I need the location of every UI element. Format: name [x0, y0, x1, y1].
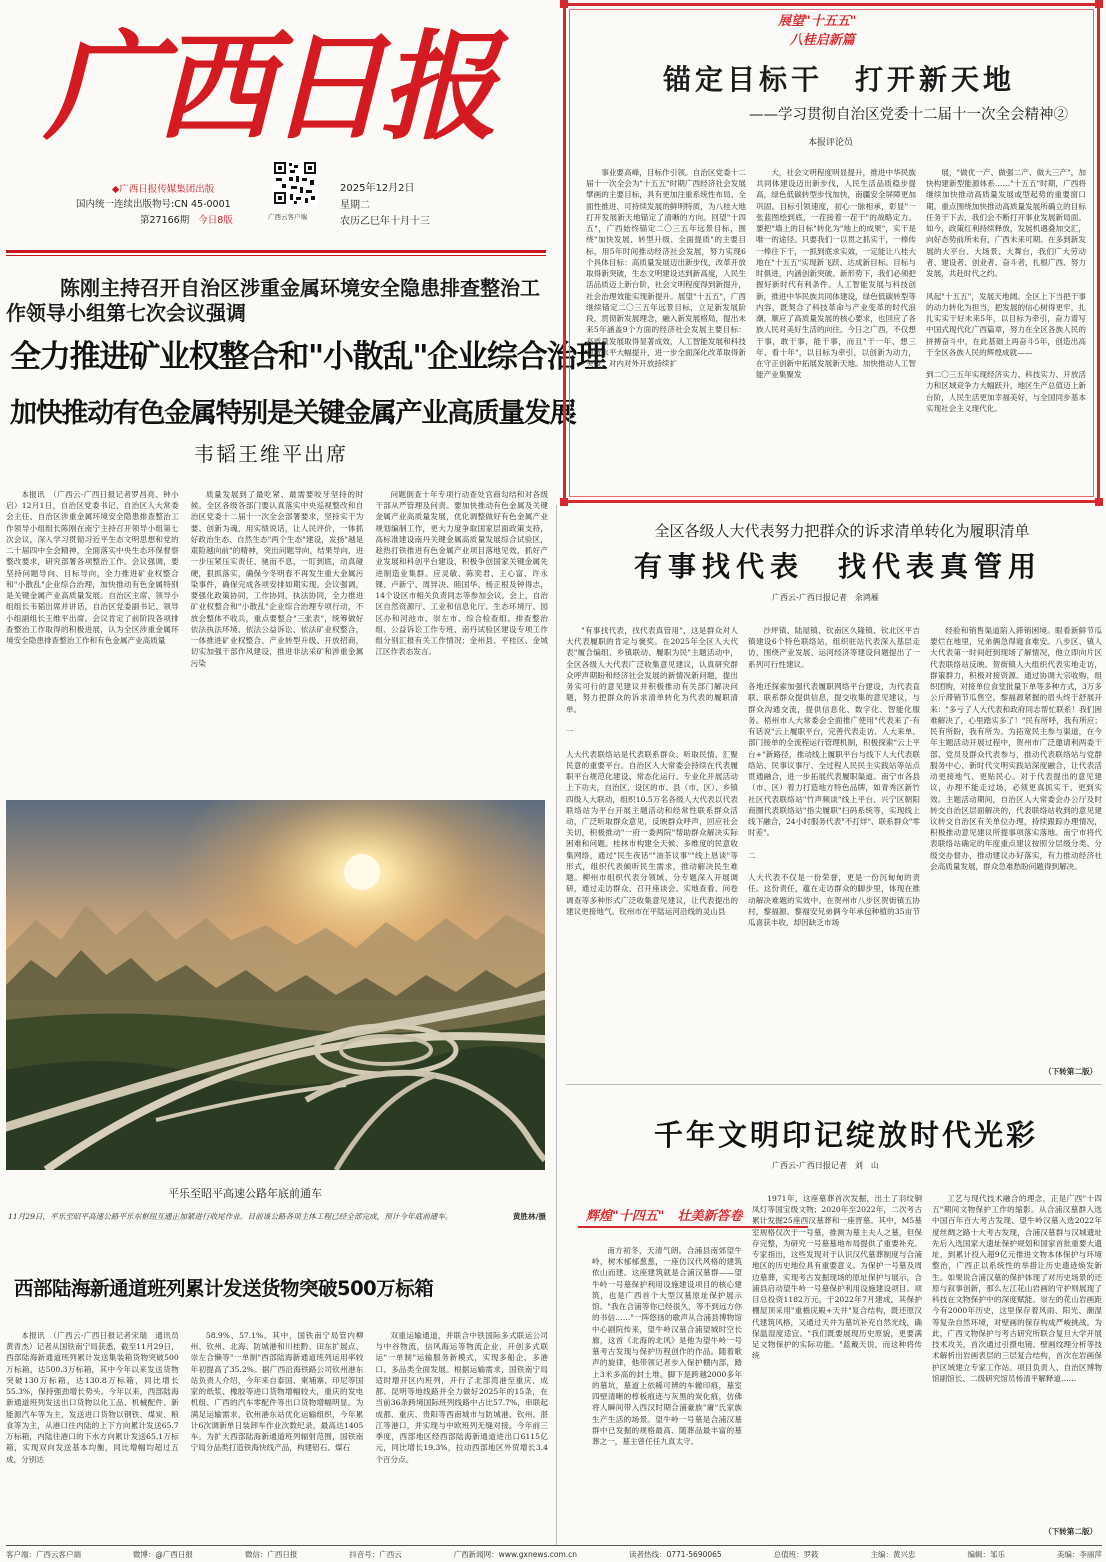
- cn-number: CN 45-0001: [174, 199, 231, 210]
- page-count: 今日8版: [198, 215, 233, 226]
- highway-photo-image: [6, 800, 545, 1170]
- lead-body: [6, 489, 548, 774]
- issue-number: 第27166期: [140, 215, 190, 226]
- npc-kicker: 全区各级人大代表努力把群众的诉求清单转化为履职清单: [654, 522, 1030, 540]
- commentary-col-1: 事业要高峰，目标作引领。自治区党委十二届十一次全会为"十五五"时期广西经济社会发展擘画的主要目标，具有更加注重系统性布局、全面性推进、可持续发展的鲜明特质，为八桂大地打开发展新天地锚定了清晰的方向。回望"十四五"，广西始终锚定二〇三五年远景目标，围绕"加快发展、转型升级、全面提质"的主要目标，用5年时间推动经济社会发展，努力实现6个具体目标：高质量发展迈出新步伐，改革开放取得新突破，生态文明建设达到新高度，人民生活品质迈上新台阶，社会文明程度得到新提升，社会治理效能实现新提升。展望"十五五"，广西继续锚定二〇三五年远景目标，立足新发展阶段，贯彻新发展理念，融入新发展格局，提出未来5年涵盖9个方面的经济社会发展主要目标：高质量发展取得显著成效，人工智能发展和科技创新水平大幅提升，进一步全面深化改革取得新突破，对内对外开放持续扩: [586, 168, 746, 368]
- issue-weekday: 星期二: [340, 200, 370, 211]
- commentary-byline: 本报评论员: [808, 138, 854, 148]
- lead-attendees: 韦韬王维平出席: [194, 442, 348, 466]
- culture-continued[interactable]: （下转第二版）: [1044, 1527, 1098, 1536]
- commentary-col-2: 大，社会文明程度明显提升，推进中华民族共同体建设迈出新步伐，人民生活品质稳步提高，绿色低碳转型步伐加快，南疆安全屏障更加巩固。目标引领速度，初心一脉相承，彰显"一张蓝图绘到底，一茬接着一茬干"的战略定力。要把"墙上的目标"转化为"地上的成果"，实干是唯一的途径。只要我们一以贯之抓实干，一棒传一棒往下干，一抓到底求实效，一定能让八桂大地在"十五五"实现新飞跃、达成新目标。目标与时俱进，内涵创新突破。新形势下，我们必须把握好新时代有利条件。人工智能发展与科技创新，推进中华民族共同体建设，绿色低碳转型等内容，既契合了科技革命与产业变革的时代浪潮，顺应了高质量发展的核心要求，也回应了各族人民对美好生活的向往。今日之广西，不仅想干事，敢干事，能干事，而且"干一年、想三年、看十年"，以目标为牵引，以创新为动力，在守正创新中拓展发展新天地。加快推动人工智能产业集聚发: [756, 168, 916, 380]
- footer-website[interactable]: 广西新闻网：www.gxnews.com.cn: [453, 1550, 578, 1559]
- npc-body: [566, 625, 1102, 1075]
- culture-byline: 广西云-广西日报记者 刘 山: [772, 1161, 879, 1170]
- rail-headline: 西部陆海新通道班列累计发送货物突破500万标箱: [14, 1277, 434, 1300]
- lead-headline-1: 全力推进矿业权整合和"小散乱"企业综合治理: [10, 339, 607, 375]
- lead-col-2: 质量发展到了最吃紧、最需要咬牙坚持的时候。全区各级各部门要认真落实中央巡视整改和自治区党委十二届十一次全会部署要求，坚持实干为要、创新为魂，用实绩说话，让人民评价，一体抓好政治生态、自然生态"两个生态"建设，发扬"越是艰险越向前"的精神，突出问题导向，结果导向，进一步压紧压实责任、驰而不息，一盯到底，动真碰硬，狠抓落实，确保今冬明春不再发生重大金属污染事件，确保完成各项安排如期实现。会议强调，要强化政策协同，工作协同，执法协同，全力推进矿业权整合和"小散乱"企业综合治理专项行动，不放会整体不收兵，重点要整合"三张表"，统筹做好依法执法环境、依法公益诉讼、依法矿业权整合，一体推进矿业权整合、产业转型升级、开放招商，切实加强干部作风建设，推进非法采矿和涉重金属污染: [190, 490, 364, 668]
- footer-wechat[interactable]: 微信：广西日报: [244, 1550, 298, 1559]
- footer-weibo[interactable]: 微博：@广西日报: [132, 1550, 193, 1559]
- cn-line: [76, 196, 231, 210]
- photo-description-text: 11月29日，平乐至昭平高速公路平乐东枢纽互通正加紧进行收尾作业。目前该公路各项主体工程已经全部完成，预计今年底前通车。: [8, 1212, 453, 1221]
- footer: [6, 1549, 1102, 1560]
- culture-col-3: 工艺与现代技术融合的理念，正是广西"十四五"期间文物保护工作的缩影。从合浦汉墓群入选中国百年百大考古发现、望牛岭汉墓入选2022年度丝绸之路十大考古发现，合浦汉墓群与汉城遗址先后入选国家大遗址保护规划和国家首批重要大遗址，到累计投入超9亿元推进文物本体保护与环境整治，广西正以系统性的举措让历史遗迹焕发新生。如果说合浦汉墓的保护体现了对历史场景的还原与叙事创新，那么左江花山岩画的守护则展现了科技在文物保护中的深度赋能。崇左的花山岩画距今有2000年历史，这里保存着风雨、阳光、潮湿等复杂自然环境，对壁画的保存构成严峻挑战。为此，广西文物保护与考古研究所联合复旦大学开展技术攻关，首次通过引摄电镜、壁画纹理分析等技术解析出岩画表层的三层复合结构，首次在岩画保护区域建立专家工作站。项目负责人、自治区博物馆副馆长、二级研究馆员杨清平解释道……: [932, 1194, 1102, 1383]
- npc-col-1: "有事找代表，找代表真管用"，这是群众对人大代表履职的肯定与褒奖。在2025年全区人大代表"履合编组、乡镇联动、履职为民"主题活动中，全区各级人大代表广泛收集意见建议，认真研究群众呼声期盼和经济社会发展的新情况新问题，提出务实可行的意见建议并积极推动有关部门解决问题，努力把群众的诉求清单转化为代表的履职清单。 一 人大代表联络站是代表联系群众、听取民情、汇聚民意的重要平台。自治区人大常委会持续在代表履职平台规范化建设、常态化运行、专业化开展活动上下功夫，自治区、设区的市、县（市、区）、乡镇四级人大联动，组织10.5万名各级人大代表以代表联络站为平台开展主题活动和经常性联系群众活动，广泛听取群众意见，反映群众呼声，回应社会关切，积极推动"一府一委两院"帮助群众解决实际困难和问题。桂林市构建全天候、多维度的民意收集网络，通过"民生夜话""油茶议事""线上恳谈"等形式，组织代表倾听民生需求，推动解决民生难题。柳州市组织代表分领域、分专题深入开展调研，通过走访群众、召开座谈会、实地查看、问卷调查等多种形式广泛收集意见建议，让代表提出的建议更接地气。钦州市在平陆运河沿线的灵山县: [566, 626, 738, 916]
- cn-label: 国内统一连续出版物号:: [76, 199, 175, 210]
- commentary-corner-br: [1095, 498, 1103, 506]
- footer-chief-editor: 主编：黄兴忠: [870, 1550, 916, 1559]
- issue-line: [140, 212, 233, 226]
- commentary-corner-tr: [1095, 0, 1103, 8]
- footer-designer: 美编：李丽萍: [1056, 1550, 1102, 1559]
- footer-hotline: 读者热线：0771-5690065: [628, 1550, 722, 1559]
- lead-col-3: 问题倒查十年专项行动查处官商勾结和对各级干部从严管理及问责。要加快推动有色金属及关键金属产业高质量发展，优化调整做好有色金属产业规划编制工作，更大力度争取国家层面政策支持，高标准建设南丹关键金属高质量发展综合试验区，趁热打铁推进有色金属产业项目落地见效，抓好产业发展和科创平台建设，积极争创国家关键金属先进制造业集群。应灵敏、陈奕君、王心富、许永锞、卢新宁、周异决、睦国华、杨正根及钟得志，14个设区市相关负责同志等参加会议。会上，自治区自然资源厅、工业和信息化厅、生态环境厅、园区办和河池市、崇左市、综合检查组、排查整治组、公益诉讼工作专班、南丹试验区建设专项工作组分别汇报有关工作情况；金州县、平桂区、金城江区作表态发言。: [375, 490, 548, 657]
- rail-col-1: 本报讯 （广西云-广西日报记者宋瑞 通讯员黄青杰）记者从国铁南宁局获悉，截至11月29日，西部陆海新通道班列累计发送集装箱货物突破500万标箱，达500.3万标箱，其中今年以来发送货物突破130万标箱，达130.8万标箱，同比增长55.3%，保持强劲增长势头。今年以来，西部陆海新通道班列发送出口货物以化工品、机械配件、新能源汽车等为主，发送进口货物以钢铁、煤炭、粮食等为主，从港口往内陆的上下方向累计发送65.7万标箱，内陆往港口的下水方向累计发送65.1万标箱，实现双向发送基本均衡，同比增幅均超过五成，分别达: [6, 1331, 179, 1464]
- footer-editor: 编辑：邹乐: [967, 1550, 1005, 1559]
- commentary-subtitle: ——学习贯彻自治区党委十二届十一次全会精神②: [749, 107, 1068, 123]
- masthead-rule: [6, 250, 546, 253]
- rail-col-2: 58.9%、57.1%。其中，国铁南宁局管内柳州、钦州、北海、防城港和川桂黔、田东扩展点、崇左合懒等"一单制"西部陆海新通道班列运用率较年初提高了35.2%。据广西沿海铁路公司钦州港东站负责人介绍，今年来自泰国、柬埔寨、印尼等国家的纸浆、橡胶等进口货物增幅较大，重庆的发电机组、广西的汽车零配件等出口货物增幅明显。为满足运输需求，钦州港东站优化运输组织，今年累计6次调新单日装卸车作业次数纪录，最高达1405车。为扩大西部陆海新通道班列辐射范围，国铁南宁局分品类打造铁海快线产品，构建铝石、煤石: [190, 1331, 364, 1453]
- qr-code-icon: [272, 160, 318, 206]
- badge-line-2: 八桂启新篇: [789, 33, 855, 48]
- photo-credit: 黄胜林/摄: [512, 1212, 546, 1221]
- culture-body: [592, 1193, 1104, 1540]
- highway-photo[interactable]: [6, 800, 545, 1170]
- footer-duty-editor: 总值班：罗筱: [773, 1550, 819, 1559]
- commentary-title: 锚定目标干 打开新天地: [662, 63, 1015, 96]
- qr-caption: 广西云客户端: [268, 213, 307, 221]
- culture-col-1: 南方初冬，天清气朗。合浦县南郊望牛岭，树木郁郁葱葱，一座仿汉代风格的建筑依山而建。这座建筑就是合浦汉墓群——望牛岭一号墓保护利用设施建设项目的核心建筑，也是广西首个大型汉墓原址保护展示馆。"我在合浦等你已经很久，等不到远方你的书信……"一阵悠扬的歌声从合浦县博物馆中心剧院传来，望牛岭汉墓合浦望城时空长廊，这首《北海的北风》是他为望牛岭一号墓考古发现与保护历程创作的作品。随着歌声的旋律，他带领记者步入保护棚内部，踏上3米多高的封土堆。脚下是跨越2000多年的墓坑，墓道上依稀可辨的车辙印痕，墓室四壁清晰的椁板痕迹与灰黑的炭化痕，仿佛将人瞬间带入西汉时期合浦豪族"庸"氏家族生产生活的场景。望牛岭一号墓是合浦汉墓群中已发掘的规格最高、随葬品最丰富的墓葬之一，墓主曾任任九真太守。: [592, 1246, 742, 1446]
- npc-col-2: 沙坪镇、陆屋镇、钦南区久隆镇、钦北区平吉镇建设6个特色联络站，组织驻站代表深入基层走访，围绕产业发展、运河经济等建设问题提出了一系列可行性建议。 各地还探索加强代表履职网络平台建设，为代表直联、联系群众提供信息，提交收集的意见建议，与群众沟通交流，提供信息化、数字化、智能化服务。梧州市人大常委会全面推广使用"代表来了·有有话说"云上履职平台，完善代表走访、人大来单、部门接单的全流程运行管理机制，积极探索"云上平台+"新路径，推动线上履职平台与线下人大代表联络站、民事议事厅、全过程人民民主实践站等站点贯通融合，进一步拓展代表履职渠道。南宁市各县（市、区）着力打造地方特色品牌，如青秀区新竹社区代表联络站"竹声频谈"线上平台、兴宁区朝阳商圈代表联络站"指尖履职"扫码系统等，实现线上线下融合，24小时服务代表"不打烊"、联系群众"零时差"。 二 人大代表不仅是一份荣誉，更是一份沉甸甸的责任。这份责任，蕴在走访群众的脚步里，体现在推动解决难题的实效中。在贺州市八步区贺街镇五协村，黎福源、黎福安兄弟俩今年承包种植的35亩节瓜喜获丰收，却因缺乏市场: [748, 626, 920, 928]
- culture-headline: 千年文明印记绽放时代光彩: [653, 1118, 1038, 1152]
- footer-douyin[interactable]: 抖音号：广西云: [349, 1550, 402, 1559]
- photo-caption: 平乐至昭平高速公路年底前通车: [168, 1187, 322, 1200]
- page-divider: [556, 505, 557, 1545]
- lead-kicker: 陈刚主持召开自治区涉重金属环境安全隐患排查整治工作领导小组第七次会议强调: [6, 276, 540, 325]
- commentary-badge: [778, 10, 857, 48]
- masthead: [0, 0, 560, 240]
- lead-headline-2: 加快推动有色金属特别是关键金属产业高质量发展: [10, 398, 576, 429]
- commentary-corner-bl: [560, 498, 568, 506]
- footer-app[interactable]: 客户端：广西云客户端: [6, 1550, 81, 1559]
- npc-col-3: 经验和销售渠道陷入滞销困境。眼看新鲜节瓜要烂在地里，兄弟俩急得寝食难安。八步区、镇人大代表第一时间赶到现场了解情况，他立即向片区代表联络站反映。贺街镇人大组织代表实地走访，群策群力，积极对接资源。通过协调大宗收购，组织团购，对接单位食堂批量下单等多种方式，3万多公斤滞销节瓜售空。黎福源紧握的眉头终于舒展开来："多亏了人大代表和政府同志帮忙联系！我们困难解决了，心里踏实多了！"民有所呼，我有所应；民有所盼，我有所为。为拓宽民主参与渠道，在今年主题活动开展过程中，贺州市广泛邀请利两委干部、党员及群众代表参与，推动代表联络站与党群服务中心、新时代文明实践站深度融合，让代表活动更接地气、更贴民心。对于代表提出的意见建议，办理不能走过场，必须更真抓实干、更到实效。主题活动期间，自治区人大常委会办公厅及时转交自治区层面解决的，代表联络站收到的意见建议转交自治区有关单位办理，持续跟踪办理情况，积极推动意见建议所提事项落实落地。南宁市将代表联络站确定的年度重点建议按照分层级分类、分级交办督办，推动建议办好落实，有力推动经济社会高质量发展，群众急难愁盼问题得到解决。: [930, 626, 1102, 871]
- badge-line-1: 展望"十五五": [778, 14, 857, 29]
- lunar-date: 农历乙巳年十月十三: [340, 216, 430, 227]
- photo-description: [8, 1211, 546, 1222]
- lead-col-1: 本报讯 （广西云-广西日报记者罗昌亮、钟小启）12月1日，自治区党委书记、自治区人大常委会主任、自治区涉重金属环境安全隐患排查整治工作领导小组组长陈刚在南宁主持召开领导小组第七次会议，深入学习贯彻习近平生态文明思想和党的二十届四中全会精神，全面落实中央生态环保督察整改要求，研究部署各项整治工作。会议强调，要坚持问题导向、目标导向，全力推进矿业权整合和"小散乱"企业综合治理，加快推动有色金属特别是关键金属产业高质量发展。自治区主席、领导小组组长韦韬出席并讲话，自治区党委副书记、领导小组副组长王维平出席。会议肯定了前阶段各项排查整治工作取得的积极进展，认为全区涉重金属环境安全隐患排查整治工作和有色金属产业高质量: [6, 490, 179, 646]
- commentary-col-3: 展，"做优一产、做强二产、做大三产"，加快构建新型能源体系……"十五五"时期，广西将继续加快推动高质量发展或型起势的重要窗口期。重点围绕加快推动高质量发展所确立的目标任务干下去，我们会不断打开事业发展新局面。如今，政策红利持续释放，发展机遇叠加交汇，向好态势前所未有，广西未来可期。在多到新发展的大平台、大场景、大舞台，我们广大劳动者、建设者、创业者、奋斗者，扎根广西、努力发展，共赴时代之约。 风起"十五五"，发展天地阔。全区上下当把干事的动力转化为担当，把发展的信心树得更牢，扎扎实实干好未来5年，以目标为牵引，奋力谱写中国式现代化广西篇章，努力在全区各族人民的拼搏奋斗中，在此基础上再奋斗5年，创造出高于全区各族人民的辉煌成就—— 到二〇三五年实现经济实力、科技实力、开放活力和区域竞争力大幅跃升，地区生产总值迈上新台阶，人民生活更加幸福美好，与全国同步基本实现社会主义现代化。: [926, 168, 1086, 413]
- culture-badge-text: 辉煌"十四五" 壮美新答卷: [586, 1209, 743, 1224]
- npc-byline: 广西云-广西日报记者 余鸿雁: [772, 593, 879, 602]
- footer-rule: [6, 1545, 1102, 1546]
- npc-headline: 有事找代表 找代表真管用: [633, 550, 1042, 583]
- commentary-corner-tl: [560, 0, 568, 8]
- rail-col-3: 双重运输通道，并联合中铁国际多式联运公司与中谷物流，信风海运等物流企业，开创多式联运"一单制"运输服务新模式，实现多船企、多港口、多品类全面发展。根据运输需求，国铁南宁局适时增开区内班列，开行了北部湾港至重庆、成都、昆明等地线路并全力做好2025年的15条，在当前36条跨境国际班列线路中占比57.7%，串联起成都、重庆、贵阳等西南城市与防城港、钦州、湛江等港口，并实现与中欧班列无缝对接。今年前三季度，西部地区经西部陆海新通道进出口6115亿元，同比增长19.3%，拉动西部地区外贸增长3.4个百分点。: [375, 1331, 548, 1464]
- culture-col-2: 1971年，这座墓葬首次发掘，出土了羽纹铜凤灯等国宝级文物；2020年至2022年，二次考古累计发掘25座西汉墓葬和一座晋墓。其中，M5墓室规格仅次于一号墓，推测为墓主夫人之墓，但保存完整，为研究一号墓墓地布局提供了重要补充。专家指出，这些发现对于认识汉代墓葬制度与合浦地区的历史地位具有重要意义。为保护一号墓及周边墓葬，实现考古发掘现场的原址保护与展示，合浦县启动望牛岭一号墓保护利用设施建设项目。项目总投资1182万元，于2022年7月建成。其保护棚屋顶采用"重檐庑殿+天井"复合结构，既还原汉代建筑风格，又通过天井为墓坑补充自然光线，确保温湿度适宜。"我们既要展现历史原貌，更要满足文物保护的实际功能。"蓝戴天说，而这种将传统: [752, 1194, 922, 1361]
- publisher-line: ◆广西日报传媒集团出版: [112, 184, 215, 195]
- issue-date: 2025年12月2日: [340, 183, 415, 194]
- commentary-body: [586, 167, 1086, 487]
- npc-bottom-rule: [566, 1084, 1102, 1085]
- masthead-rule-thin: [6, 255, 546, 256]
- npc-continued[interactable]: （下转第二版）: [1044, 1067, 1098, 1076]
- newspaper-logo: 广西日报: [44, 17, 493, 156]
- qr-code[interactable]: [272, 160, 318, 206]
- rail-body: [6, 1330, 548, 1542]
